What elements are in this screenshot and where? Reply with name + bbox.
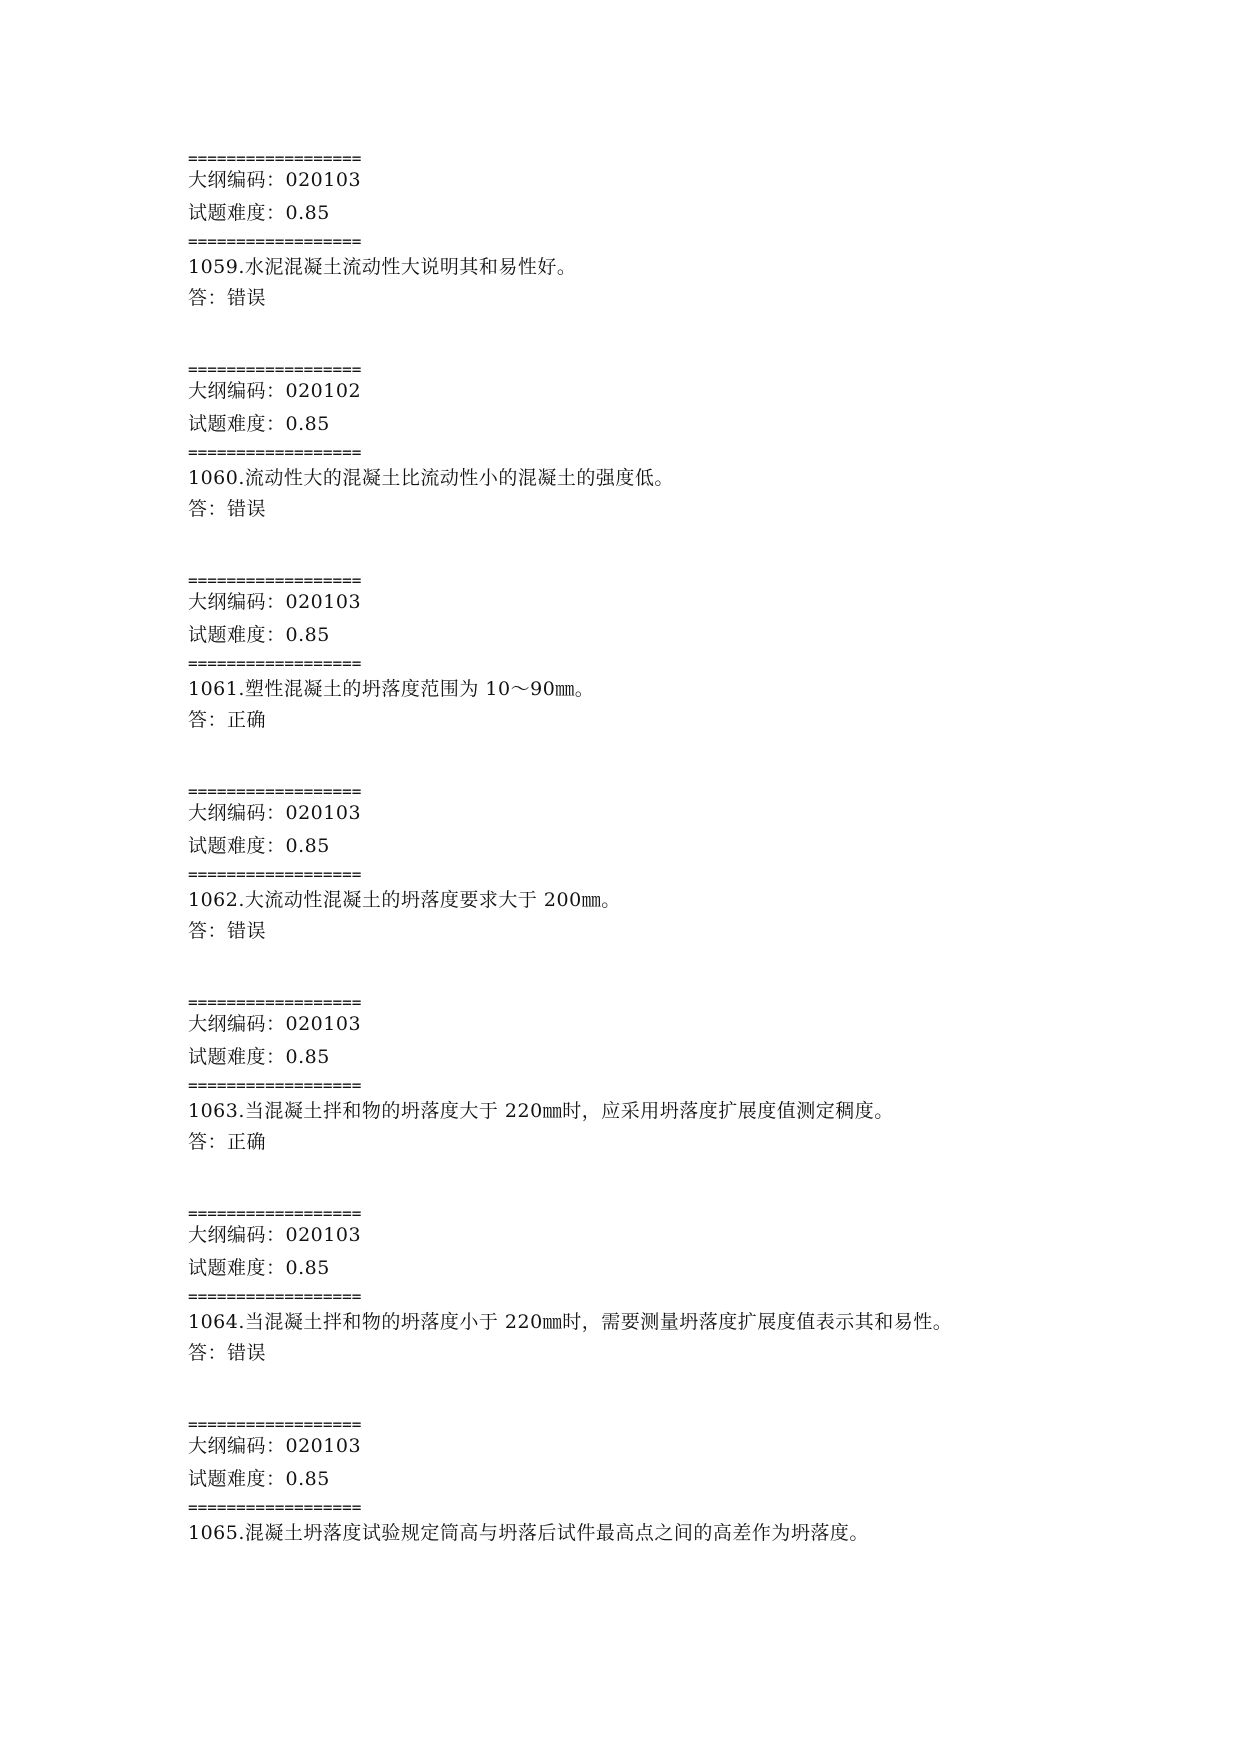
question-text: 1063.当混凝土拌和物的坍落度大于 220㎜时，应采用坍落度扩展度值测定稠度。: [188, 1100, 894, 1122]
separator-line: ==================: [188, 654, 362, 673]
answer-text: 答：错误: [188, 287, 267, 309]
outline-code: 大纲编码：020103: [188, 591, 362, 613]
separator-line: ==================: [188, 993, 362, 1012]
question-text: 1060.流动性大的混凝土比流动性小的混凝土的强度低。: [188, 467, 674, 489]
answer-text: 答：正确: [188, 1131, 267, 1153]
answer-text: 答：错误: [188, 920, 267, 942]
question-text: 1061.塑性混凝土的坍落度范围为 10～90㎜。: [188, 678, 595, 700]
separator-line: ==================: [188, 149, 362, 168]
outline-code: 大纲编码：020102: [188, 380, 362, 402]
outline-code: 大纲编码：020103: [188, 1224, 362, 1246]
outline-code: 大纲编码：020103: [188, 1013, 362, 1035]
difficulty: 试题难度：0.85: [188, 1257, 330, 1279]
difficulty: 试题难度：0.85: [188, 835, 330, 857]
separator-line: ==================: [188, 1287, 362, 1306]
separator-line: ==================: [188, 865, 362, 884]
outline-code: 大纲编码：020103: [188, 802, 362, 824]
separator-line: ==================: [188, 232, 362, 251]
difficulty: 试题难度：0.85: [188, 624, 330, 646]
outline-code: 大纲编码：020103: [188, 169, 362, 191]
difficulty: 试题难度：0.85: [188, 1468, 330, 1490]
answer-text: 答：错误: [188, 498, 267, 520]
difficulty: 试题难度：0.85: [188, 202, 330, 224]
question-text: 1059.水泥混凝土流动性大说明其和易性好。: [188, 256, 577, 278]
separator-line: ==================: [188, 1498, 362, 1517]
question-text: 1062.大流动性混凝土的坍落度要求大于 200㎜。: [188, 889, 621, 911]
question-text: 1064.当混凝土拌和物的坍落度小于 220㎜时，需要测量坍落度扩展度值表示其和易性。: [188, 1311, 953, 1333]
answer-text: 答：错误: [188, 1342, 267, 1364]
separator-line: ==================: [188, 1415, 362, 1434]
separator-line: ==================: [188, 1204, 362, 1223]
difficulty: 试题难度：0.85: [188, 1046, 330, 1068]
outline-code: 大纲编码：020103: [188, 1435, 362, 1457]
question-text: 1065.混凝土坍落度试验规定筒高与坍落后试件最高点之间的高差作为坍落度。: [188, 1522, 869, 1544]
separator-line: ==================: [188, 571, 362, 590]
separator-line: ==================: [188, 1076, 362, 1095]
separator-line: ==================: [188, 360, 362, 379]
separator-line: ==================: [188, 782, 362, 801]
separator-line: ==================: [188, 443, 362, 462]
difficulty: 试题难度：0.85: [188, 413, 330, 435]
answer-text: 答：正确: [188, 709, 267, 731]
